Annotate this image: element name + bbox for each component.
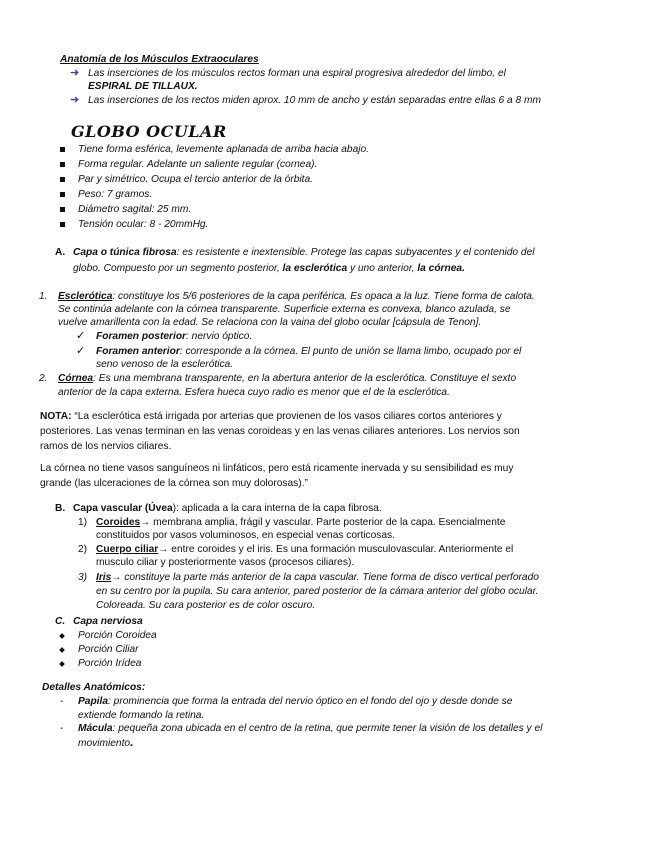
macula-line2: movimiento. — [78, 735, 134, 749]
globo-item: Tiene forma esférica, levemente aplanada de arriba hacia abajo. — [78, 144, 369, 155]
esclerotica-line1: Esclerótica: constituye los 5/6 posteriores de la capa periférica. Es opaca a la luz. Tiene forma de calota. — [58, 291, 535, 302]
dash-bullet: - — [60, 696, 64, 707]
capa-b-num-2: 2) — [78, 544, 88, 555]
cornea-line1: Córnea: Es una membrana transparente, en la abertura anterior de la esclerótica. Constituye el sexto — [58, 373, 517, 384]
nota-p2-line1: La córnea no tiene vasos sanguíneos ni linfáticos, pero está ricamente inervada y su sensibilidad es muy — [40, 463, 514, 474]
papila-line2: extiende formando la retina. — [78, 710, 205, 721]
iris-line3: Coloreada. Su cara posterior es de color oscuro. — [96, 600, 316, 611]
coroides-line2: constituidos por vasos voluminosos, en especial venas corticosas. — [96, 530, 395, 541]
globo-item: Diámetro sagital: 25 mm. — [78, 204, 192, 215]
cornea-line2: anterior de la capa externa. Esfera hueca cuyo radio es menor que el de la esclerótica. — [58, 387, 450, 398]
globo-title: GLOBO OCULAR — [71, 122, 227, 141]
anatomia-title: Anatomía de los Músculos Extraoculares — [60, 54, 259, 65]
cuerpo-ciliar-line2: musculo ciliar y posteriormente vasos (procesos ciliares). — [96, 557, 355, 568]
papila-line1: Papila: prominencia que forma la entrada del nervio óptico en el fondo del ojo y desde donde se — [78, 696, 513, 707]
esclerotica-num: 1. — [39, 291, 48, 302]
coroides-line1: Coroides→ membrana amplia, frágil y vascular. Parte posterior de la capa. Esencialmente — [96, 517, 506, 528]
capa-c-item: Porción Ciliar — [78, 644, 139, 655]
globo-item: Peso: 7 gramos. — [78, 189, 153, 200]
square-bullet-icon — [60, 162, 65, 167]
square-bullet-icon — [60, 192, 65, 197]
diamond-bullet-icon — [59, 661, 65, 667]
square-bullet-icon — [60, 177, 65, 182]
capa-a-line2: globo. Compuesto por un segmento posterior, la esclerótica y uno anterior, la córnea. — [73, 263, 465, 274]
anatomia-item-1-bold: ESPIRAL DE TILLAUX. — [88, 81, 198, 92]
foramen-anterior-line2: seno venoso de la esclerótica. — [96, 359, 234, 370]
arrow-bullet-icon: ➜ — [70, 94, 80, 106]
macula-line1: Mácula: pequeña zona ubicada en el centro de la retina, que permite tener la visión de los detalles y el — [78, 723, 543, 734]
check-icon: ✓ — [76, 330, 86, 342]
globo-item: Par y simétrico. Ocupa el tercio anterior de la órbita. — [78, 174, 313, 185]
square-bullet-icon — [60, 207, 65, 212]
nota-p2-line2: grande (las ulceraciones de la córnea son muy dolorosas).” — [40, 478, 308, 489]
capa-b-num-1: 1) — [78, 517, 88, 528]
square-bullet-icon — [60, 147, 65, 152]
diamond-bullet-icon — [59, 647, 65, 653]
capa-b-line: Capa vascular (Úvea): aplicada a la cara interna de la capa fibrosa. — [73, 503, 382, 514]
nota-line2: posteriores. Las venas terminan en las venas coroideas y en las venas ciliares anteriores. Los nervios son — [40, 426, 520, 437]
foramen-posterior: Foramen posterior: nervio óptico. — [96, 331, 253, 342]
anatomia-item-1: Las inserciones de los músculos rectos forman una espiral progresiva alrededor del limbo, el — [88, 68, 506, 79]
iris-line1: Iris→ constituye la parte más anterior de la capa vascular. Tiene forma de disco vertical perforado — [96, 572, 539, 583]
capa-c-item: Porción Coroidea — [78, 630, 157, 641]
cuerpo-ciliar-line1: Cuerpo ciliar→ entre coroides y el iris. Es una formación musculovascular. Anteriormente el — [96, 544, 514, 555]
capa-c-item: Porción Irídea — [78, 658, 142, 669]
esclerotica-line3: vuelve amarillenta con la edad. Se relaciona con la vaina del globo ocular [cápsula de Tenon]. — [58, 317, 482, 328]
foramen-anterior: Foramen anterior: corresponde a la córnea. El punto de unión se llama limbo, ocupado por el — [96, 346, 522, 357]
capa-b-num-3: 3) — [78, 572, 88, 583]
nota-line3: ramos de los nervios ciliares. — [40, 441, 172, 452]
nota-line1: NOTA: “La esclerótica está irrigada por arterias que provienen de los vasos ciliares cortos anteriores y — [40, 411, 502, 422]
check-icon: ✓ — [76, 345, 86, 357]
esclerotica-line2: Se continúa adelante con la córnea transparente. Superficie externa es convexa, blanco azulada, se — [58, 304, 511, 315]
square-bullet-icon — [60, 222, 65, 227]
capa-a-line1: Capa o túnica fibrosa: es resistente e inextensible. Protege las capas subyacentes y el contenido del — [73, 247, 535, 258]
capa-c-letter: C. — [55, 616, 66, 627]
anatomia-item-2: Las inserciones de los rectos miden aprox. 10 mm de ancho y están separadas entre ellas 6 a 8 mm — [88, 95, 542, 106]
iris-line2: en su centro por la pupila. Su cara anterior, pared posterior de la cámara anterior del globo ocular. — [96, 586, 539, 597]
diamond-bullet-icon — [59, 633, 65, 639]
capa-b-letter: B. — [55, 503, 66, 514]
globo-item: Tensión ocular: 8 - 20mmHg. — [78, 219, 209, 230]
arrow-bullet-icon: ➜ — [70, 67, 80, 79]
dash-bullet: - — [60, 723, 64, 734]
detalles-title: Detalles Anatómicos: — [42, 682, 146, 693]
cornea-num: 2. — [39, 373, 48, 384]
capa-a-letter: A. — [55, 247, 66, 258]
capa-c-title: Capa nerviosa — [73, 616, 143, 627]
globo-item: Forma regular. Adelante un saliente regular (cornea). — [78, 159, 318, 170]
